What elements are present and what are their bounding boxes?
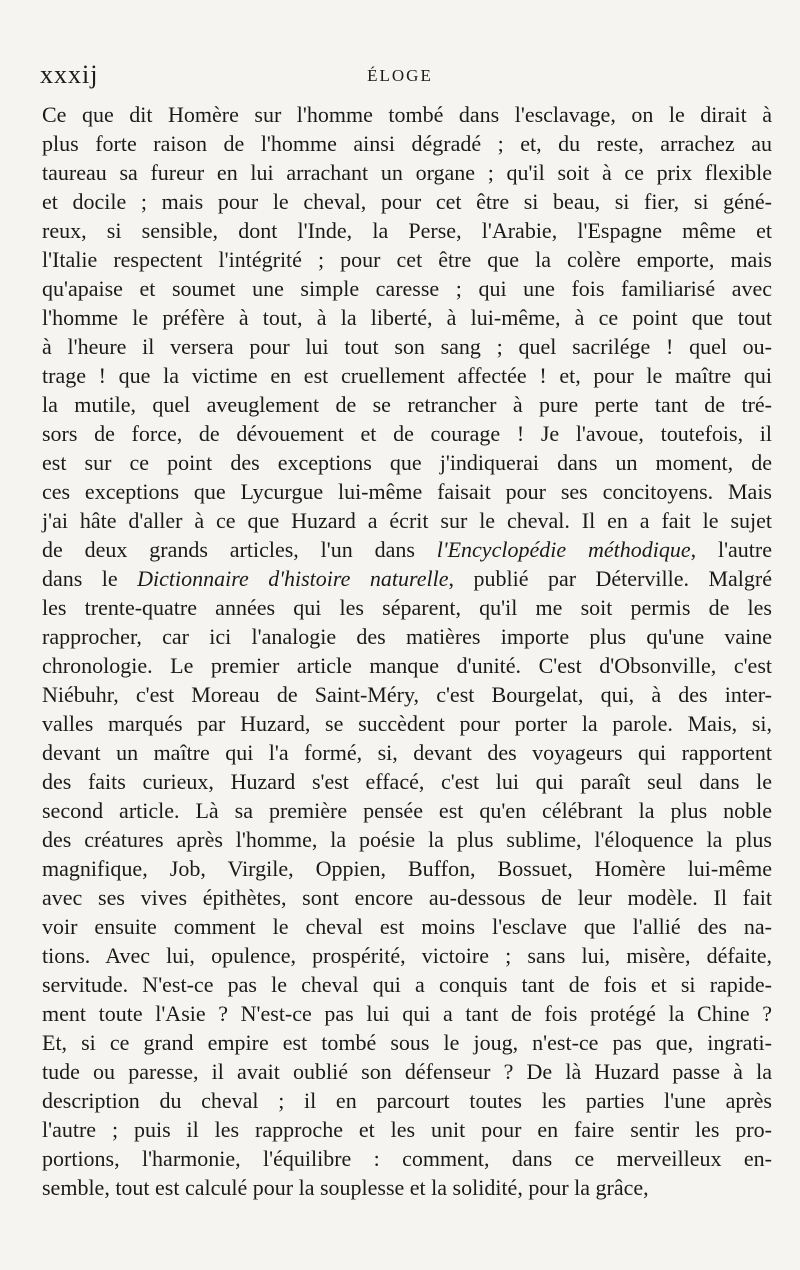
text-segment: tions. Avec lui, opulence, prospérité, victoire ; sans lui, misère, défaite, bbox=[42, 943, 772, 968]
text-segment: les trente-quatre années qui les séparent, qu'il me soit permis de les bbox=[42, 595, 772, 620]
page-header bbox=[40, 60, 760, 92]
text-line bbox=[42, 419, 772, 448]
text-line bbox=[42, 1115, 772, 1144]
text-segment: trage ! que la victime en est cruellement affectée ! et, pour le maître qui bbox=[42, 363, 772, 388]
text-line bbox=[42, 1028, 772, 1057]
text-line bbox=[42, 535, 772, 564]
text-segment: qu'apaise et soumet une simple caresse ; qui une fois familiarisé avec bbox=[42, 276, 772, 301]
text-line bbox=[42, 187, 772, 216]
text-segment: reux, si sensible, dont l'Inde, la Perse, l'Arabie, l'Espagne même et bbox=[42, 218, 772, 243]
text-segment: , publié par Déterville. Malgré bbox=[448, 566, 772, 591]
text-segment: j'ai hâte d'aller à ce que Huzard a écrit sur le cheval. Il en a fait le sujet bbox=[42, 508, 772, 533]
text-line bbox=[42, 970, 772, 999]
text-line bbox=[42, 100, 772, 129]
text-segment: ment toute l'Asie ? N'est-ce pas lui qui a tant de fois protégé la Chine ? bbox=[42, 1001, 772, 1026]
text-line bbox=[42, 767, 772, 796]
text-line bbox=[42, 651, 772, 680]
text-segment: Ce que dit Homère sur l'homme tombé dans l'esclavage, on le dirait à bbox=[42, 102, 772, 127]
text-line bbox=[42, 680, 772, 709]
text-line bbox=[42, 593, 772, 622]
text-segment: semble, tout est calculé pour la souplesse et la solidité, pour la grâce, bbox=[42, 1175, 649, 1200]
text-segment: la mutile, quel aveuglement de se retrancher à pure perte tant de tré- bbox=[42, 392, 772, 417]
text-line bbox=[42, 506, 772, 535]
text-line bbox=[42, 825, 772, 854]
page-number: xxxij bbox=[40, 60, 99, 89]
italic-title: l'Encyclopédie méthodique bbox=[436, 537, 691, 562]
text-line bbox=[42, 564, 772, 593]
text-segment: est sur ce point des exceptions que j'indiquerai dans un moment, de bbox=[42, 450, 772, 475]
text-line bbox=[42, 158, 772, 187]
text-line bbox=[42, 709, 772, 738]
text-segment: Et, si ce grand empire est tombé sous le joug, n'est-ce pas que, ingrati- bbox=[42, 1030, 772, 1055]
text-line bbox=[42, 303, 772, 332]
text-segment: de deux grands articles, l'un dans bbox=[42, 537, 437, 562]
text-segment: taureau sa fureur en lui arrachant un organe ; qu'il soit à ce prix flexible bbox=[42, 160, 772, 185]
text-segment: ces exceptions que Lycurgue lui-même faisait pour ses concitoyens. Mais bbox=[42, 479, 772, 504]
text-segment: l'autre ; puis il les rapproche et les unit pour en faire sentir les pro- bbox=[42, 1117, 772, 1142]
text-segment: avec ses vives épithètes, sont encore au-dessous de leur modèle. Il fait bbox=[42, 885, 772, 910]
text-line bbox=[42, 216, 772, 245]
text-line bbox=[42, 912, 772, 941]
text-line bbox=[42, 477, 772, 506]
text-segment: tude ou paresse, il avait oublié son défenseur ? De là Huzard passe à la bbox=[42, 1059, 772, 1084]
text-line bbox=[42, 1086, 772, 1115]
text-segment: devant un maître qui l'a formé, si, devant des voyageurs qui rapportent bbox=[42, 740, 772, 765]
text-segment: chronologie. Le premier article manque d'unité. C'est d'Obsonville, c'est bbox=[42, 653, 772, 678]
text-segment: valles marqués par Huzard, se succèdent pour porter la parole. Mais, si, bbox=[42, 711, 772, 736]
text-line bbox=[42, 941, 772, 970]
text-line bbox=[42, 1057, 772, 1086]
text-segment: l'Italie respectent l'intégrité ; pour cet être que la colère emporte, mais bbox=[42, 247, 772, 272]
text-line bbox=[42, 448, 772, 477]
text-segment: des faits curieux, Huzard s'est effacé, c'est lui qui paraît seul dans le bbox=[42, 769, 772, 794]
text-segment: magnifique, Job, Virgile, Oppien, Buffon, Bossuet, Homère lui-même bbox=[42, 856, 772, 881]
text-segment: , l'autre bbox=[690, 537, 772, 562]
text-segment: l'homme le préfère à tout, à la liberté, à lui-même, à ce point que tout bbox=[42, 305, 772, 330]
text-line bbox=[42, 390, 772, 419]
text-segment: description du cheval ; il en parcourt toutes les parties l'une après bbox=[42, 1088, 772, 1113]
text-line bbox=[42, 129, 772, 158]
text-line bbox=[42, 796, 772, 825]
text-line bbox=[42, 361, 772, 390]
text-line bbox=[42, 738, 772, 767]
text-segment: sors de force, de dévouement et de courage ! Je l'avoue, toutefois, il bbox=[42, 421, 772, 446]
text-line bbox=[42, 854, 772, 883]
text-segment: des créatures après l'homme, la poésie la plus sublime, l'éloquence la plus bbox=[42, 827, 772, 852]
text-segment: à l'heure il versera pour lui tout son sang ; quel sacrilége ! quel ou- bbox=[42, 334, 772, 359]
running-head: ÉLOGE bbox=[367, 66, 433, 85]
text-line bbox=[42, 999, 772, 1028]
text-line bbox=[42, 1144, 772, 1173]
italic-title: Dictionnaire d'histoire naturelle bbox=[137, 566, 449, 591]
body-text bbox=[42, 100, 772, 1202]
text-segment: servitude. N'est-ce pas le cheval qui a conquis tant de fois et si rapide- bbox=[42, 972, 772, 997]
text-segment: et docile ; mais pour le cheval, pour cet être si beau, si fier, si géné- bbox=[42, 189, 772, 214]
text-segment: voir ensuite comment le cheval est moins l'esclave que l'allié des na- bbox=[42, 914, 772, 939]
text-line bbox=[42, 1173, 772, 1202]
text-segment: Niébuhr, c'est Moreau de Saint-Méry, c'est Bourgelat, qui, à des inter- bbox=[42, 682, 772, 707]
text-line bbox=[42, 622, 772, 651]
text-line bbox=[42, 245, 772, 274]
text-segment: second article. Là sa première pensée est qu'en célébrant la plus noble bbox=[42, 798, 772, 823]
text-segment: rapprocher, car ici l'analogie des matières importe plus qu'une vaine bbox=[42, 624, 772, 649]
text-line bbox=[42, 332, 772, 361]
text-segment: plus forte raison de l'homme ainsi dégradé ; et, du reste, arrachez au bbox=[42, 131, 772, 156]
text-line bbox=[42, 883, 772, 912]
text-segment: dans le bbox=[42, 566, 138, 591]
text-segment: portions, l'harmonie, l'équilibre : comment, dans ce merveilleux en- bbox=[42, 1146, 772, 1171]
text-line bbox=[42, 274, 772, 303]
